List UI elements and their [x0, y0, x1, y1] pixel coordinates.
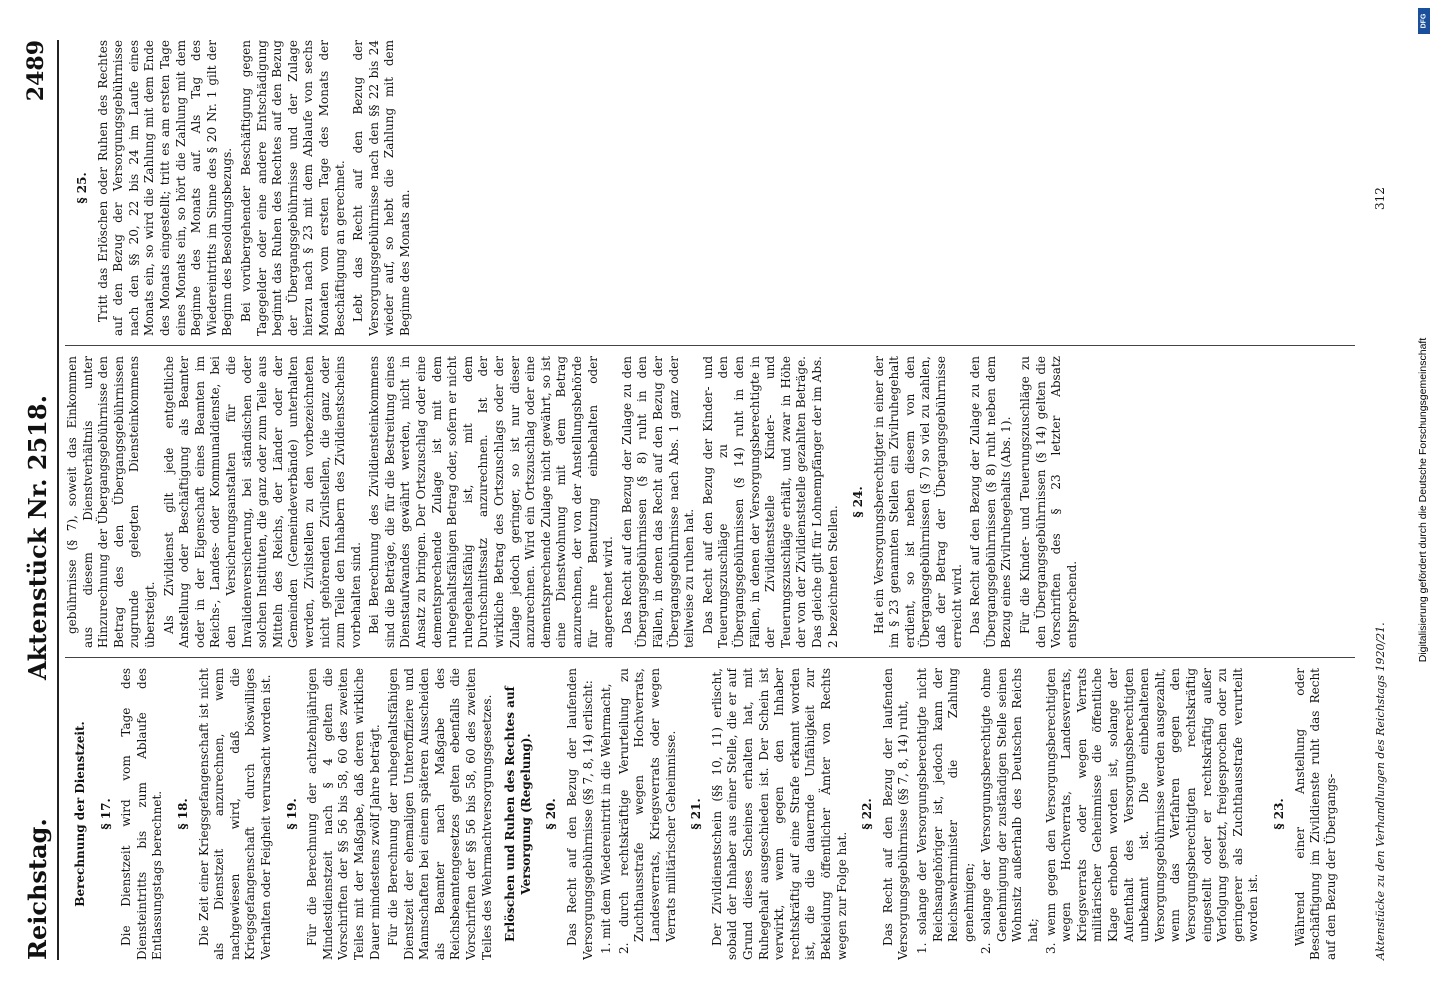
header-institution: Reichstag. — [23, 818, 52, 960]
paragraph-text: Das Recht auf den Bezug der Kinder- und Teuerungszuschläge zu den Übergangsgebührnissen (§ 14) ruht in den Fällen, in denen der Versorgungsberechtigte in der Zivildienststelle Kinder- und Teuerungszuschläge erhält, und zwar in Höhe der von der Zivildienststelle gezahlten Beträge. Das gleiche gilt für Lohnempfänger der im Abs. 2 bezeichneten Stellen. — [700, 356, 840, 648]
paragraph-text: Tritt das Erlöschen oder Ruhen des Rechtes auf den Bezug der Versorgungsgebührnisse nach den §§ 20, 22 bis 24 im Laufe eines Monats ein, so wird die Zahlung mit dem Ende des Monats eingestellt; tritt es am ersten Tage eines Monats ein, so hört die Zahlung mit dem Beginne des Monats auf. Als Tag des Wiedereintritts im Sinne des § 20 Nr. 1 gilt der Beginn des Besoldungsbezugs. — [95, 40, 235, 336]
paragraph-number: § 24. — [851, 486, 866, 518]
paragraph-number: § 18. — [175, 798, 190, 830]
header-rule — [57, 40, 59, 960]
paragraph-text: Lebt das Recht auf den Bezug der Versorgungsgebührnisse nach den §§ 22 bis 24 wieder auf, so hebt die Zahlung mit dem Beginne des Monats an. — [351, 40, 412, 336]
paragraph-text: Für die Berechnung der ruhegehaltsfähigen Dienstzeit der ehemaligen Unteroffiziere und Mannschaften bei einem späteren Ausscheiden als Beamter nach Maßgabe des Reichsbeamtengesetzes gelten ebenfalls die Vorschriften der §§ 56 bis 58, 60 des zweiten Teiles des Wehrmachtversorgungsgesetzes. — [386, 668, 494, 960]
section-heading: Berechnung der Dienstzeit. — [73, 721, 87, 907]
paragraph-number: § 22. — [860, 798, 875, 830]
dfg-logo — [1418, 8, 1430, 34]
digitization-credit — [1416, 10, 1430, 990]
column-divider — [65, 345, 1355, 346]
paragraph-text: Das Recht auf den Bezug der laufenden Versorgungsgebührnisse (§§ 7, 8, 14) erlischt: — [565, 668, 595, 960]
paragraph-text: Während einer Anstellung oder Beschäftigung im Zivildienste ruht das Recht auf den Bezug der Übergangs- — [1292, 668, 1338, 960]
paragraph-number: § 19. — [284, 798, 299, 830]
list-item: 2. durch rechtskräftige Verurteilung zu Zuchthausstrafe wegen Hochverrats, Landesverrats, Kriegsverrats oder wegen Verrats militärischer Geheimnisse. — [616, 668, 678, 954]
section-heading: Erlöschen und Ruhen des Rechtes auf Versorgung (Regelung). — [503, 686, 533, 942]
list-item: 2. solange der Versorgungsberechtigte ohne Genehmigung der zuständigen Stelle seinen Wohnsitz außerhalb des Deutschen Reichs hat; — [979, 668, 1041, 954]
paragraph-text: Bei vorübergehender Beschäftigung gegen Tagegelder oder eine andere Entschädigung beginnt das Ruhen des Rechtes auf den Bezug der Übergangsgebührnisse und der Zulage hierzu nach § 23 mit dem Ablaufe von sechs Monaten vom ersten Tage des Monats der Beschäftigung an gerechnet. — [238, 40, 347, 336]
paragraph-text: Als Zivildienst gilt jede entgeltliche Anstellung oder Beschäftigung als Beamter oder in der Eigenschaft eines Beamten im Reichs-, Landes- oder Kommunaldienste, bei den Versicherungsanstalten für die Invalidenversicherung, bei ständischen oder solchen Instituten, die ganz oder zum Teile aus Mitteln des Reichs, der Länder oder der Gemeinden (Gemeindeverbände) unterhalten werden, Zivilstellen zu den vorbezeichneten nicht gehörenden Zivilstellen, die ganz oder zum Teile den Inhabern des Zivildienstscheins vorbehalten sind. — [161, 356, 363, 648]
paragraph-text: Die Zeit einer Kriegsgefangenschaft ist nicht als Dienstzeit anzurechnen, wenn nachgewiesen wird, daß die Kriegsgefangenschaft durch böswilliges Verhalten oder Feigheit verursacht worden ist. — [196, 668, 273, 960]
text-column-1 — [65, 668, 1365, 960]
footer-source: Aktenstücke zu den Verhandlungen des Reichstags 1920/21. — [1374, 622, 1387, 960]
paragraph-number: § 17. — [98, 798, 113, 830]
paragraph-text: Die Dienstzeit wird vom Tage des Diensteintritts bis zum Ablaufe des Entlassungstags berechnet. — [119, 668, 165, 960]
paragraph-text: Für die Kinder- und Teuerungszuschläge zu den Übergangsgebührnissen (§ 14) gelten die Vorschriften des § 23 letzter Absatz entsprechend. — [1018, 356, 1079, 648]
list-item: 1. mit dem Wiedereintritt in die Wehrmacht, — [599, 683, 614, 954]
dfg-logo-text: DFG — [1420, 13, 1428, 29]
paragraph-number: § 21. — [689, 798, 704, 830]
rotated-document-page — [17, 20, 1417, 980]
header-page-number: 2489 — [23, 40, 49, 102]
paragraph-text: Das Recht auf den Bezug der Zulage zu den Übergangsgebührnissen (§ 8) ruht neben dem Bezug eines Zivilruhegehalts (Abs. 1). — [968, 356, 1014, 648]
paragraph-number: § 20. — [544, 798, 559, 830]
text-column-2 — [65, 356, 1365, 648]
paragraph-text: Der Zivildienstschein (§§ 10, 11) erlischt, sobald der Inhaber aus einer Stelle, die er auf Grund dieses Scheines erhalten hat, mit Ruhegehalt ausgeschieden ist. Der Schein ist verwirkt, wenn gegen den Inhaber rechtskräftig auf eine Strafe erkannt worden ist, die die dauernde Unfähigkeit zur Bekleidung öffentlicher Ämter von Rechts wegen zur Folge hat. — [709, 668, 849, 960]
paragraph-text: gebührnisse (§ 7), soweit das Einkommen aus diesem Dienstverhältnis unter Hinzurechnung der Übergangsgebührnisse den Betrag des den Übergangsgebührnissen zugrunde gelegten Diensteinkommens übersteigt. — [65, 356, 157, 648]
footer-sheet-number: 312 — [1373, 187, 1387, 210]
digitization-credit-text: Digitalisierung gefördert durch die Deutsche Forschungsgemeinschaft — [1417, 337, 1429, 663]
paragraph-text: Hat ein Versorgungsberechtigter in einer der im § 23 genannten Stellen ein Zivilruhegehalt erdient, so ist neben diesem von den Übergangsgebührnissen (§ 7) so viel zu zahlen, daß der Betrag der Übergangsgebührnisse erreicht wird. — [871, 356, 964, 648]
paragraph-text: Das Recht auf den Bezug der laufenden Versorgungsgebührnisse (§§ 7, 8, 14) ruht, — [880, 668, 911, 960]
text-column-3 — [65, 40, 1365, 336]
page-header — [17, 20, 57, 980]
paragraph-number: § 25. — [75, 172, 89, 204]
column-divider — [65, 657, 1355, 658]
paragraph-text: Das Recht auf den Bezug der Zulage zu den Übergangsgebührnissen (§ 8) ruht in den Fällen, in denen das Recht auf den Bezug der Übergangsgebührnisse nach Abs. 1 ganz oder teilweise zu ruhen hat. — [619, 356, 697, 648]
header-document-number: Aktenstück Nr. 2518. — [23, 395, 52, 680]
paragraph-text: Für die Berechnung der achtzehnjährigen Mindestdienstzeit nach § 4 gelten die Vorschriften der §§ 56 bis 58, 60 des zweiten Teiles mit der Maßgabe, daß deren wirkliche Dauer mindestens zwölf Jahre beträgt. — [305, 668, 382, 960]
list-item: 3. wenn gegen den Versorgungsberechtigten wegen Hochverrats, Landesverrats, Kriegsverrats oder wegen Verrats militärischer Geheimnisse die öffentliche Klage erhoben worden ist, solange der Aufenthalt des Versorgungsberechtigten unbekannt ist. Die einbehaltenen Versorgungsgebührnisse werden ausgezahlt, wenn das Verfahren gegen den Versorgungsberechtigten rechtskräftig eingestellt oder er rechtskräftig außer Verfolgung gesetzt, freigesprochen oder zu geringerer als Zuchthausstrafe verurteilt worden ist. — [1043, 668, 1261, 954]
list-item: 1. solange der Versorgungsberechtigte nicht Reichsangehöriger ist, jedoch kann der Reichswehrminister die Zahlung genehmigen; — [914, 668, 976, 954]
paragraph-number: § 23. — [1271, 798, 1286, 830]
paragraph-text: Bei Berechnung des Zivildiensteinkommens sind die Beträge, die für die Bestreitung eines Dienstaufwandes gewährt werden, nicht in Ansatz zu bringen. Der Ortszuschlag oder eine dementsprechende Zulage ist mit dem ruhegehaltsfähigen Betrag oder, sofern er nicht ruhegehaltsfähig ist, mit dem Durchschnittssatz anzurechnen. Ist der wirkliche Betrag des Ortszuschlags oder der Zulage jedoch geringer, so ist nur dieser anzurechnen. Wird ein Ortszuschlag oder eine dementsprechende Zulage nicht gewährt, so ist eine Dienstwohnung mit dem Betrag anzurechnen, der von der Anstellungsbehörde für ihre Benutzung einbehalten oder angerechnet wird. — [367, 356, 616, 648]
